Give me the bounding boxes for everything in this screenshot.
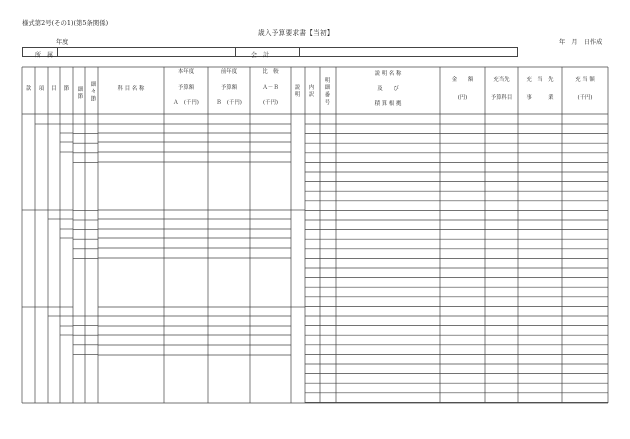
header-desc-3: 積 算 根 拠	[374, 101, 402, 107]
header-current-2: 予算額	[177, 85, 195, 91]
header-diff-3: (千円)	[263, 100, 278, 106]
header-amount-1: 金 額	[451, 77, 474, 83]
header-kan: 款	[25, 86, 32, 92]
header-target-1: 充当先	[493, 77, 510, 83]
header-saisaisetsu: 細々節	[89, 80, 96, 104]
header-tamount-2: (千円)	[577, 95, 593, 101]
header-project-1: 充 当 先	[526, 77, 554, 83]
header-uchiwake: 内訳	[307, 83, 314, 99]
header-setsumei: 説明	[293, 83, 300, 99]
header-project-2: 事 業	[526, 95, 554, 101]
created-date-label: 年 月 日作成	[559, 39, 603, 46]
form-number-label: 様式第2号(その1)(第5条関係)	[22, 19, 109, 27]
fiscal-year-label: 年度	[56, 39, 69, 46]
document-title: 歳入予算要求書【当初】	[258, 29, 334, 37]
header-tamount-1: 充 当 額	[575, 77, 595, 83]
header-amount-2: (円)	[457, 95, 468, 101]
header-meisai: 明細番号	[323, 77, 330, 107]
header-prev-1: 前年度	[220, 69, 238, 75]
header-desc-2: 及 び	[377, 86, 399, 92]
header-diff-2: Ａ－Ｂ	[262, 85, 279, 91]
header-current-1: 本年度	[177, 69, 195, 75]
accounting-label: 会 計	[251, 51, 270, 59]
header-moku: 目	[51, 86, 57, 92]
header-kou: 項	[38, 86, 45, 92]
header-diff-1: 比 較	[262, 69, 279, 75]
header-prev-3: Ｂ (千円)	[216, 100, 242, 106]
header-kamoku: 科 目 名 称	[117, 86, 145, 92]
header-target-2: 予算科目	[490, 95, 513, 101]
header-current-3: Ａ (千円)	[173, 100, 199, 106]
header-prev-2: 予算額	[220, 85, 238, 91]
header-desc-1: 説 明 名 称	[374, 71, 402, 77]
department-label: 所 属	[35, 51, 54, 59]
header-setsu: 節	[63, 86, 70, 92]
header-saisetsu: 細節	[76, 85, 83, 101]
